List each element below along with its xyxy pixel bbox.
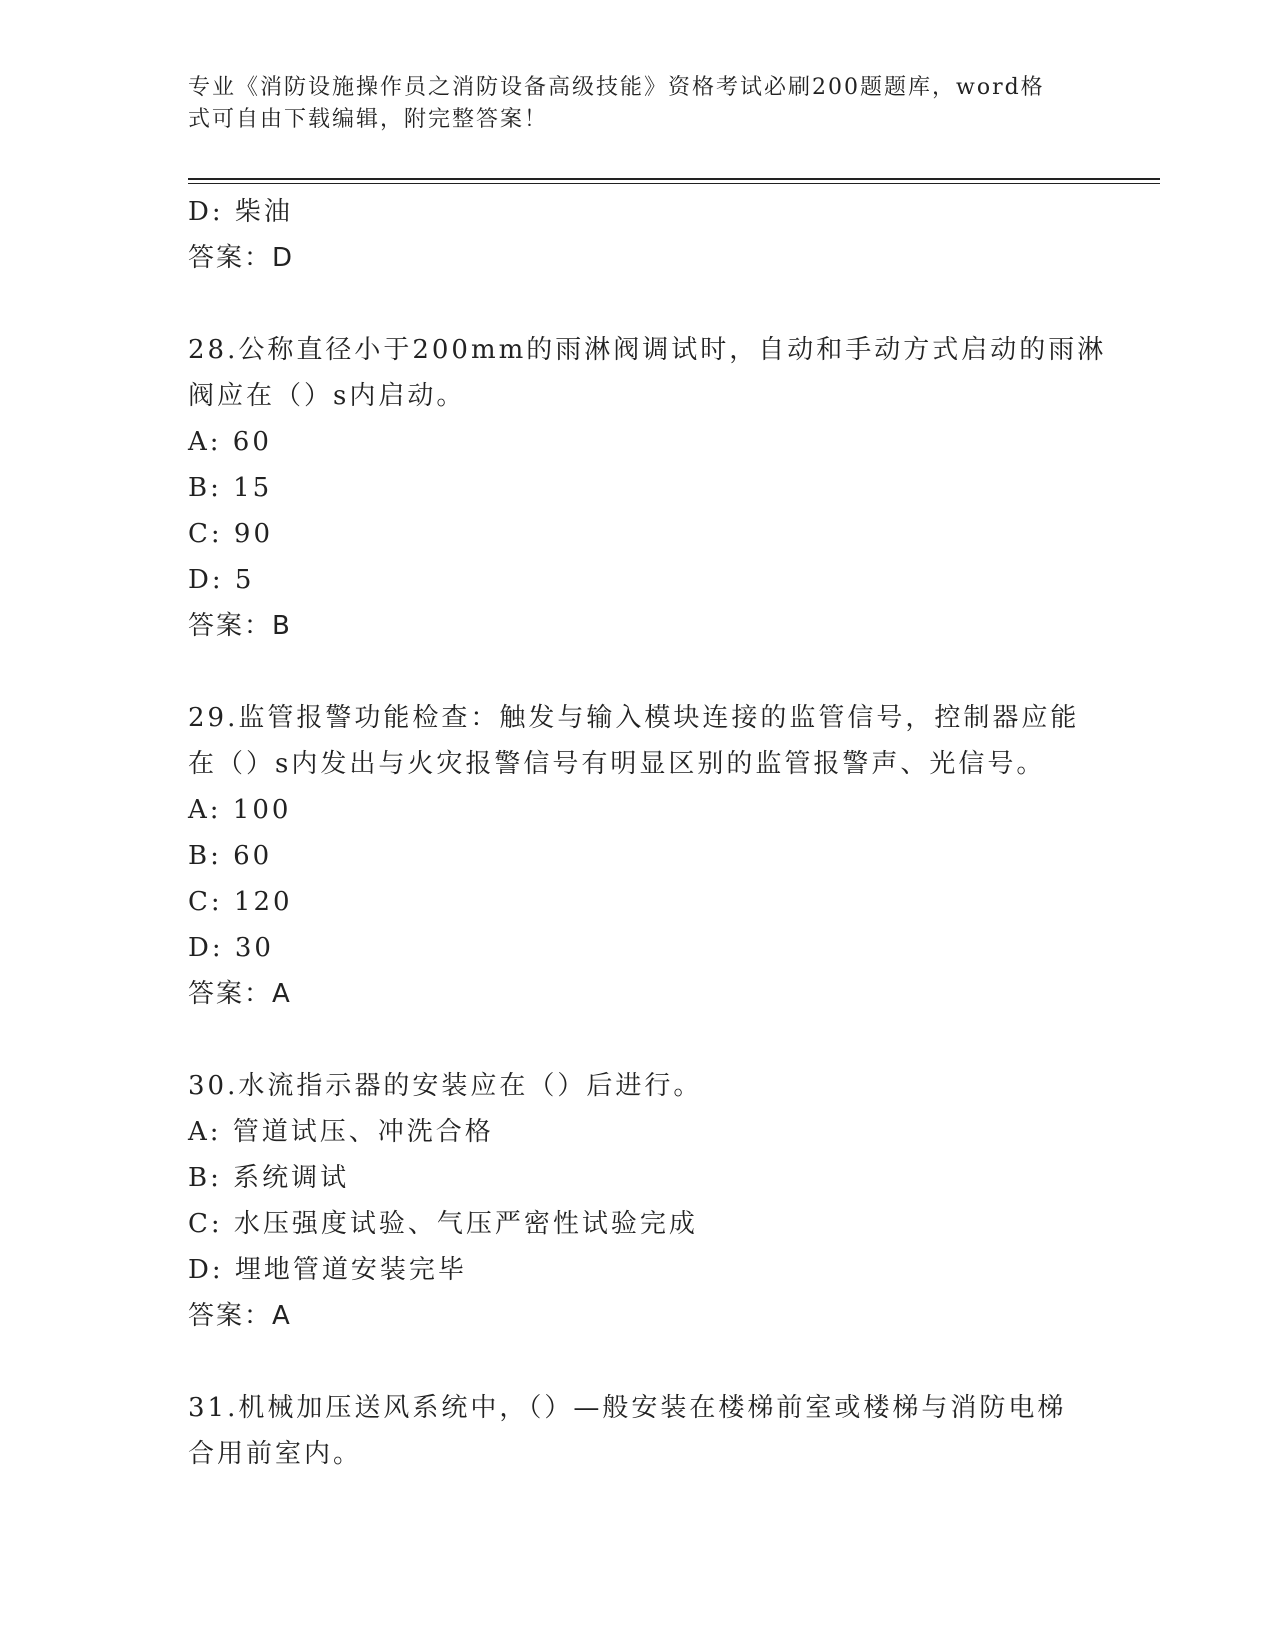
answer-line: 答案：A (188, 1301, 292, 1331)
option-b: B: 60 (188, 841, 273, 871)
spacer (188, 649, 1088, 695)
option-c: C: 90 (188, 519, 274, 549)
answer-line: 答案：A (188, 979, 292, 1009)
spacer (188, 1339, 1088, 1385)
previous-question-tail (188, 189, 1088, 281)
question-stem: 29.监管报警功能检查：触发与输入模块连接的监管信号，控制器应能 (188, 703, 1080, 733)
option-c: C: 120 (188, 887, 293, 917)
option-d: D: 埋地管道安装完毕 (188, 1255, 467, 1285)
header-line-1: 专业《消防设施操作员之消防设备高级技能》资格考试必刷200题题库，word格 (188, 75, 1045, 100)
question-stem: 30.水流指示器的安装应在（）后进行。 (188, 1071, 703, 1101)
question-stem-cont: 在（）s内发出与火灾报警信号有明显区别的监管报警声、光信号。 (188, 749, 1046, 779)
option-b: B: 系统调试 (188, 1163, 350, 1193)
question-30 (188, 1063, 1088, 1339)
option-a: A: 100 (188, 795, 292, 825)
option-d: D: 柴油 (188, 197, 293, 227)
header-line-2: 式可自由下载编辑，附完整答案！ (188, 107, 549, 132)
option-c: C: 水压强度试验、气压严密性试验完成 (188, 1209, 698, 1239)
document-body (188, 189, 1107, 1477)
question-stem-cont: 合用前室内。 (188, 1439, 363, 1469)
header-rule-thin (188, 183, 1160, 184)
option-a: A: 管道试压、冲洗合格 (188, 1117, 494, 1147)
question-stem: 28.公称直径小于200mm的雨淋阀调试时，自动和手动方式启动的雨淋 (188, 335, 1107, 365)
question-28 (188, 327, 1107, 649)
question-31 (188, 1385, 1088, 1477)
spacer (188, 1017, 1088, 1063)
spacer (188, 281, 1088, 327)
option-a: A: 60 (188, 427, 272, 457)
option-d: D: 5 (188, 565, 255, 595)
answer-line: 答案：B (188, 611, 292, 641)
option-d: D: 30 (188, 933, 274, 963)
option-b: B: 15 (188, 473, 273, 503)
question-stem-cont: 阀应在（）s内启动。 (188, 381, 466, 411)
question-stem: 31.机械加压送风系统中，（）—般安装在楼梯前室或楼梯与消防电梯 (188, 1393, 1067, 1423)
page-header (188, 72, 1068, 136)
header-rule-thick (188, 178, 1160, 180)
question-29 (188, 695, 1088, 1017)
answer-line: 答案：D (188, 243, 295, 273)
